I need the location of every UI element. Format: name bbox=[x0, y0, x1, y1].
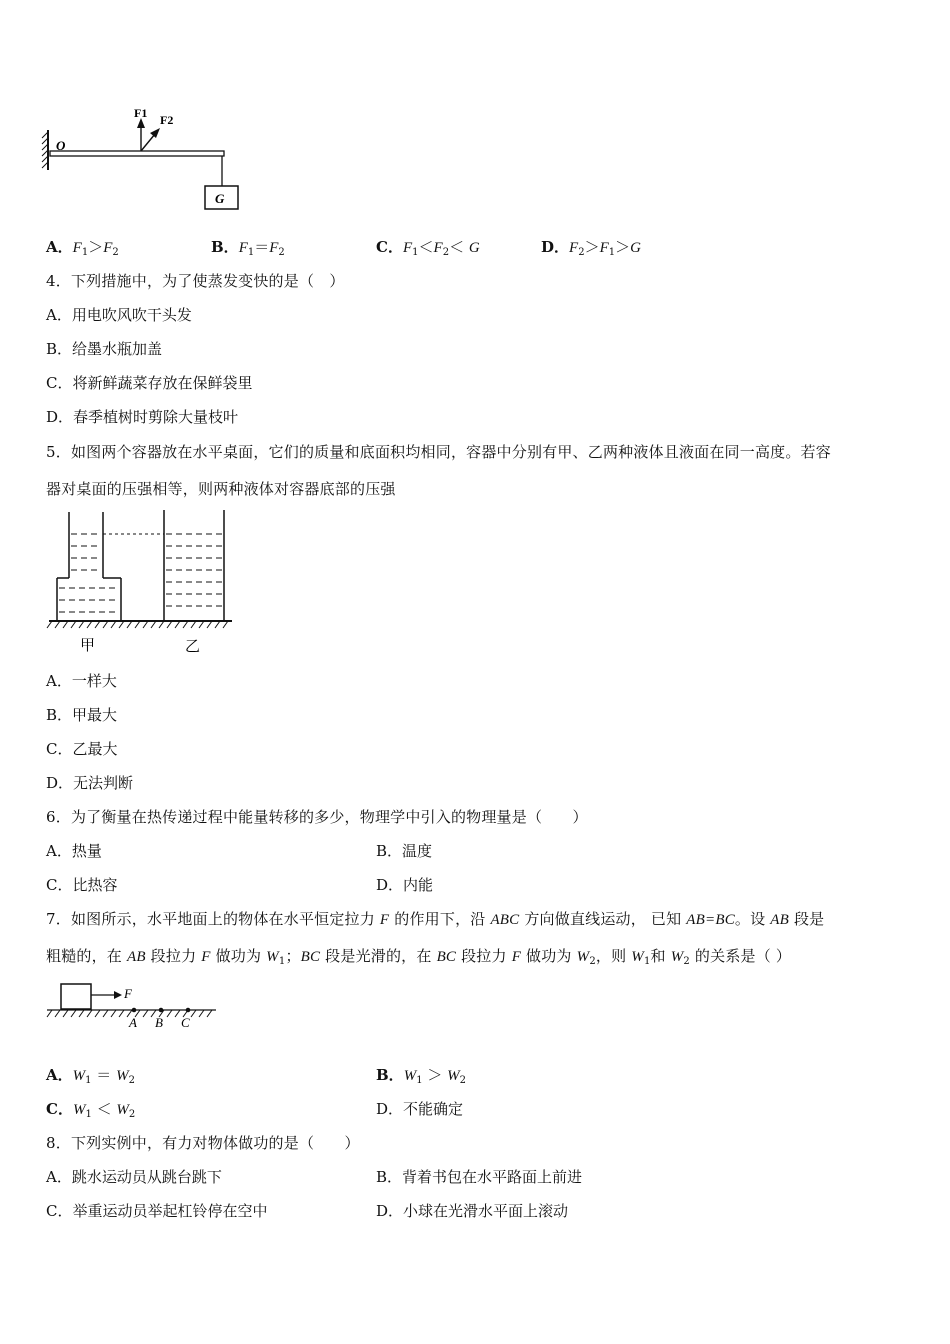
label-a: A bbox=[129, 1015, 137, 1030]
label-c: C bbox=[181, 1015, 190, 1030]
q3-option-c[interactable]: C．$F_1<F_2< G$ bbox=[376, 238, 480, 258]
f1-label: F1 bbox=[134, 106, 148, 120]
block bbox=[61, 984, 91, 1009]
point-a bbox=[132, 1008, 137, 1013]
q7-option-d[interactable]: D．不能确定 bbox=[376, 1100, 464, 1118]
liquid-jia bbox=[59, 534, 119, 612]
q5-option-d[interactable]: D．无法判断 bbox=[46, 774, 134, 792]
q3-option-a[interactable]: A．$F_1>F_2$ bbox=[46, 238, 119, 258]
q7-option-b[interactable]: B．$W_1 > W_2$ bbox=[376, 1066, 466, 1086]
lever-figure bbox=[40, 100, 250, 215]
q6-option-d[interactable]: D．内能 bbox=[376, 876, 434, 894]
q8-stem: 8．下列实例中，有力对物体做功的是（ ） bbox=[46, 1134, 360, 1152]
q4-option-b[interactable]: B．给墨水瓶加盖 bbox=[46, 340, 163, 358]
f2-label: F2 bbox=[160, 113, 174, 127]
q7-stem-line1: 7．如图所示，水平地面上的物体在水平恒定拉力 F 的作用下，沿 ABC 方向做直线运动， 已知 AB=BC。设 AB 段是 bbox=[46, 910, 825, 928]
label-yi: 乙 bbox=[185, 639, 201, 655]
q6-option-c[interactable]: C．比热容 bbox=[46, 876, 118, 894]
q5-stem-line1: 5．如图两个容器放在水平桌面，它们的质量和底面积均相同，容器中分别有甲、乙两种液体且液面在同一高度。若容 bbox=[46, 443, 831, 461]
f2-arrow bbox=[141, 134, 155, 151]
label-b: B bbox=[155, 1015, 163, 1030]
motion-figure bbox=[44, 980, 224, 1035]
q4-option-c[interactable]: C．将新鲜蔬菜存放在保鲜袋里 bbox=[46, 374, 253, 392]
q7-option-a[interactable]: A．$W_1 = W_2$ bbox=[46, 1066, 135, 1086]
force-label: F bbox=[124, 986, 132, 1001]
weight-label: G bbox=[215, 191, 225, 206]
q7-stem-line2: 粗糙的，在 AB 段拉力 F 做功为 $W_1$；BC 段是光滑的，在 BC 段拉力 F 做功为 $W_2$，则 $W_1$和 $W_2$ 的关系是（ ） bbox=[46, 947, 792, 967]
q6-option-a[interactable]: A．热量 bbox=[46, 842, 102, 860]
q4-option-a[interactable]: A．用电吹风吹干头发 bbox=[46, 306, 192, 324]
label-jia: 甲 bbox=[80, 638, 96, 654]
point-b bbox=[159, 1008, 164, 1013]
force-arrowhead bbox=[114, 991, 122, 999]
lever-bar bbox=[50, 151, 224, 156]
container-jia bbox=[57, 512, 121, 620]
pivot-label: O bbox=[56, 138, 66, 153]
q4-stem: 4．下列措施中，为了使蒸发变快的是（ ） bbox=[46, 272, 345, 290]
q8-option-c[interactable]: C．举重运动员举起杠铃停在空中 bbox=[46, 1202, 268, 1220]
q7-option-c[interactable]: C．$W_1 < W_2$ bbox=[46, 1100, 136, 1120]
f2-arrowhead bbox=[150, 128, 160, 138]
table-hatching bbox=[47, 621, 228, 628]
q8-option-b[interactable]: B．背着书包在水平路面上前进 bbox=[376, 1168, 583, 1186]
q5-stem-line2: 器对桌面的压强相等，则两种液体对容器底部的压强 bbox=[46, 480, 396, 498]
q3-option-d[interactable]: D．$F_2>F_1>G$ bbox=[541, 238, 641, 258]
liquid-yi bbox=[166, 534, 222, 606]
q6-stem: 6．为了衡量在热传递过程中能量转移的多少，物理学中引入的物理量是（ ） bbox=[46, 808, 588, 826]
q5-option-b[interactable]: B．甲最大 bbox=[46, 706, 118, 724]
q4-option-d[interactable]: D．春季植树时剪除大量枝叶 bbox=[46, 408, 239, 426]
q8-option-d[interactable]: D．小球在光滑水平面上滚动 bbox=[376, 1202, 569, 1220]
q3-option-b[interactable]: B．$F_1=F_2$ bbox=[211, 238, 285, 258]
q5-option-c[interactable]: C．乙最大 bbox=[46, 740, 118, 758]
point-c bbox=[186, 1008, 191, 1013]
q5-option-a[interactable]: A．一样大 bbox=[46, 672, 117, 690]
q8-option-a[interactable]: A．跳水运动员从跳台跳下 bbox=[46, 1168, 222, 1186]
container-yi bbox=[164, 510, 224, 620]
containers-figure bbox=[44, 508, 244, 658]
q6-option-b[interactable]: B．温度 bbox=[376, 842, 433, 860]
